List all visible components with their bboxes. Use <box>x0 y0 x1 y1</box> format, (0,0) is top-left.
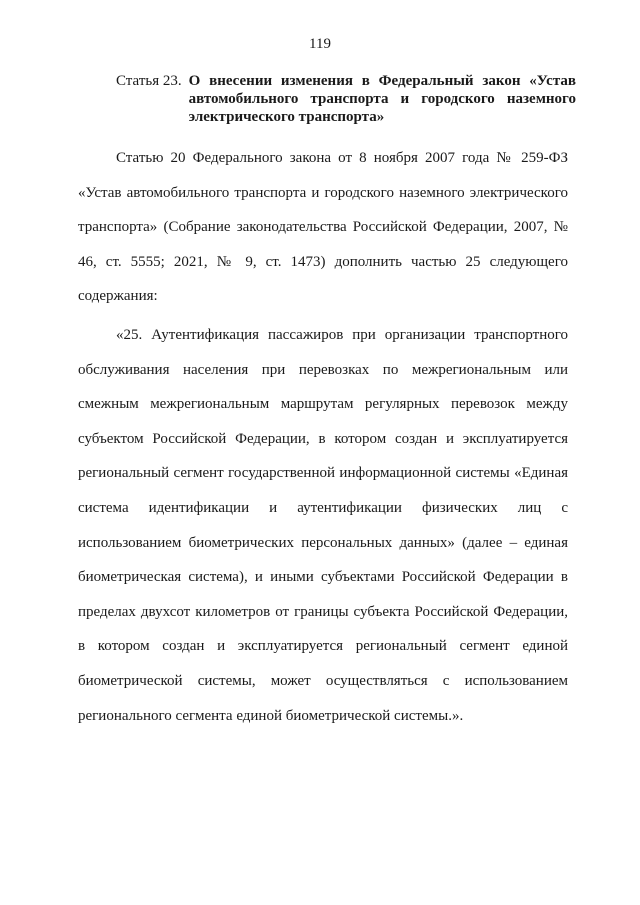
body-paragraph-amendment: Статью 20 Федерального закона от 8 ноября 2007 года № 259-ФЗ «Устав автомобильного транспорта и городского наземного электрического транспорта» (Собрание законодательства Российской Федерации, 2007, № 46, ст. 5555; 2021, № 9, ст. 1473) дополнить частью 25 следующего содержания: <box>78 150 568 305</box>
article-title: О внесении изменения в Федеральный закон «Устав автомобильного транспорта и городского наземного электрического транспорта» <box>188 73 576 125</box>
article-heading <box>116 72 576 126</box>
body-paragraph-part-25: «25. Аутентификация пассажиров при организации транспортного обслуживания населения при перевозках по межрегиональным или смежным межрегиональным маршрутам регулярных перевозок между субъектом Российской Федерации, в котором создан и эксплуатируется региональный сегмент государственной информационной системы «Единая система идентификации и аутентификации физических лиц с использованием биометрических персональных данных» (далее – единая биометрическая система), и иными субъектами Российской Федерации в пределах двухсот километров от границы субъекта Российской Федерации, в котором создан и эксплуатируется региональный сегмент единой биометрической системы, может осуществляться с использованием регионального сегмента единой биометрической системы.». <box>78 326 568 724</box>
document-body <box>78 141 568 733</box>
page-number: 119 <box>309 36 331 52</box>
article-label: Статья 23. <box>116 73 182 89</box>
